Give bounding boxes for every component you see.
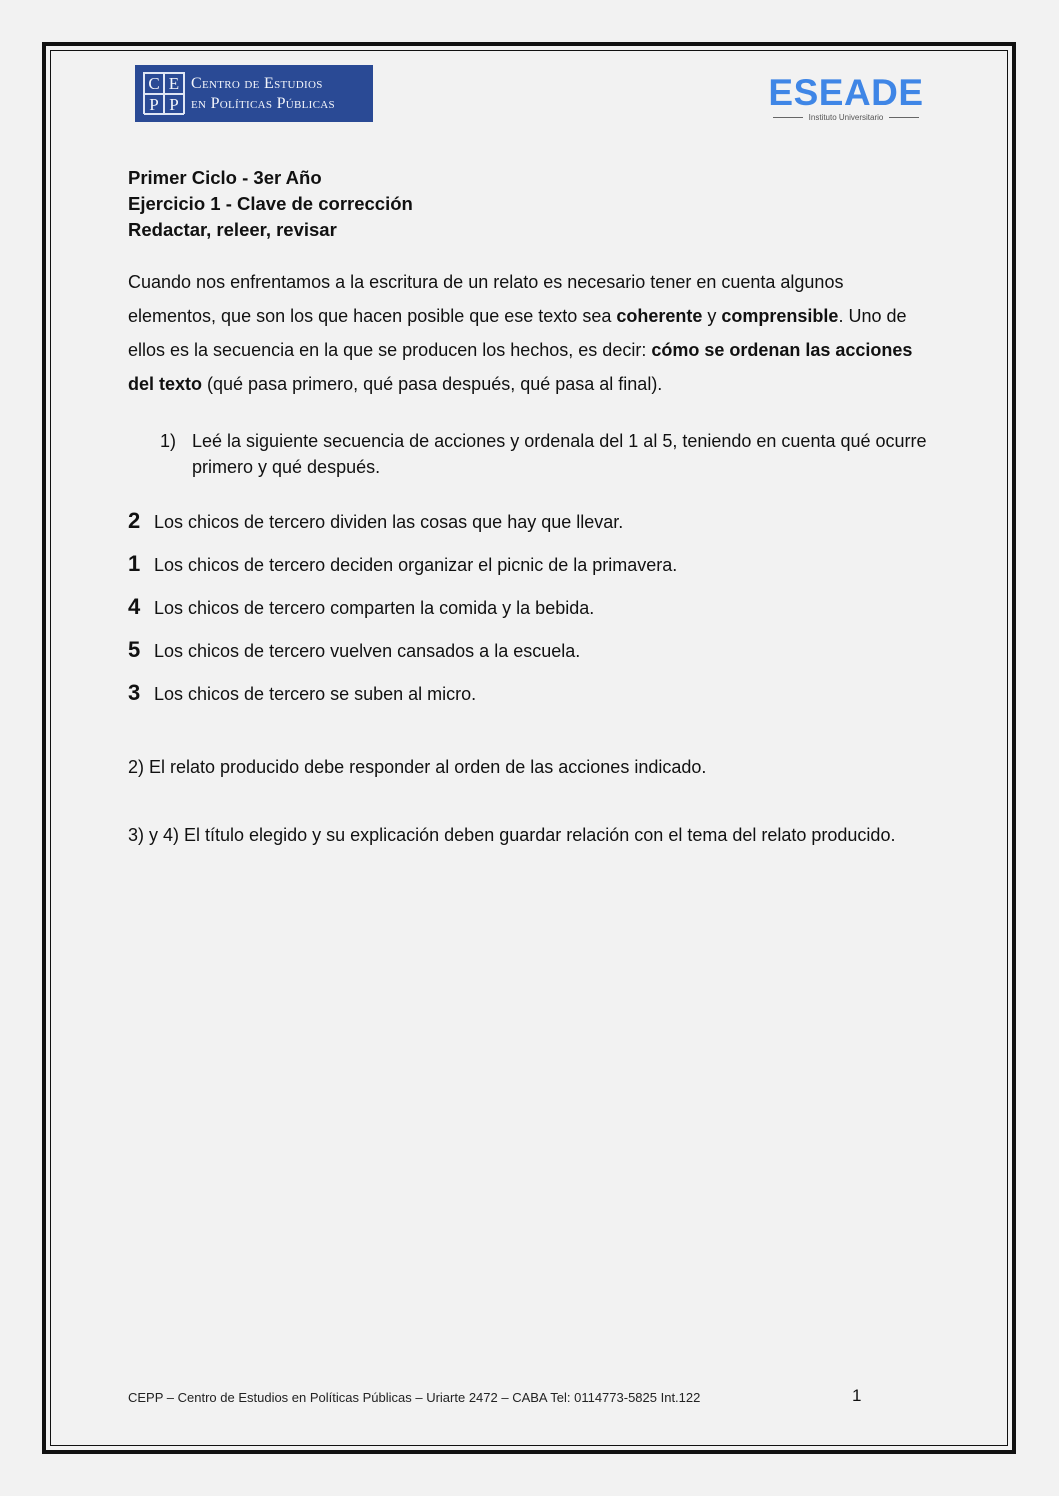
intro-bold: comprensible	[721, 306, 839, 326]
page-border-inner	[50, 50, 1008, 1446]
action-text: Los chicos de tercero se suben al micro.	[154, 684, 477, 704]
intro-paragraph	[128, 265, 928, 401]
question-1	[160, 428, 940, 480]
order-number: 3	[128, 680, 141, 705]
answer-2: 2) El relato producido debe responder al orden de las acciones indicado.	[128, 757, 707, 777]
document-header	[128, 165, 413, 243]
page-number: 1	[852, 1386, 862, 1405]
order-number: 2	[128, 508, 141, 533]
intro-text: y	[702, 306, 722, 326]
divider	[889, 117, 919, 118]
order-number: 5	[128, 637, 141, 662]
action-text: Los chicos de tercero dividen las cosas que hay que llevar.	[154, 512, 624, 532]
order-number: 4	[128, 594, 141, 619]
list-item	[128, 508, 928, 551]
cepp-letter: C	[144, 73, 164, 94]
eseade-logo-subtitle-row	[766, 113, 926, 122]
list-item	[128, 680, 928, 723]
cepp-logo-line1: Centro de Estudios	[191, 75, 323, 92]
list-item	[128, 594, 928, 637]
action-sequence-list	[128, 508, 928, 723]
header-topic: Redactar, releer, revisar	[128, 219, 337, 240]
intro-bold: cómo se ordenan las acciones del texto	[128, 340, 913, 394]
action-text: Los chicos de tercero vuelven cansados a la escuela.	[154, 641, 581, 661]
divider	[773, 117, 803, 118]
eseade-logo-subtitle: Instituto Universitario	[808, 113, 884, 122]
eseade-logo-name: ESEADE	[768, 72, 924, 113]
question-number: 1)	[160, 431, 177, 451]
header-cycle: Primer Ciclo - 3er Año	[128, 167, 322, 188]
cepp-letter: P	[164, 94, 184, 115]
eseade-logo	[766, 74, 926, 124]
cepp-logo	[135, 65, 373, 122]
order-number: 1	[128, 551, 141, 576]
intro-bold: coherente	[616, 306, 703, 326]
cepp-logo-line2: en Políticas Públicas	[191, 95, 335, 112]
cepp-monogram	[143, 72, 185, 114]
intro-text: . Uno de ellos es la secuencia en la que se producen los hechos, es decir:	[128, 306, 907, 360]
cepp-logo-text	[191, 74, 335, 114]
footer-text: CEPP – Centro de Estudios en Políticas Públicas – Uriarte 2472 – CABA Tel: 0114773-5825 Int.122	[128, 1390, 701, 1405]
answer-3-4: 3) y 4) El título elegido y su explicación deben guardar relación con el tema del relato producido.	[128, 825, 896, 845]
action-text: Los chicos de tercero comparten la comida y la bebida.	[154, 598, 595, 618]
cepp-letter: P	[144, 94, 164, 115]
list-item	[128, 637, 928, 680]
question-text: Leé la siguiente secuencia de acciones y ordenala del 1 al 5, teniendo en cuenta qué ocurre primero y qué después.	[192, 431, 927, 477]
cepp-letter: E	[164, 73, 184, 94]
list-item	[128, 551, 928, 594]
intro-text: Cuando nos enfrentamos a la escritura de un relato es necesario tener en cuenta algunos elementos, que son los que hacen posible que ese texto sea	[128, 272, 844, 326]
header-exercise: Ejercicio 1 - Clave de corrección	[128, 193, 413, 214]
action-text: Los chicos de tercero deciden organizar el picnic de la primavera.	[154, 555, 678, 575]
intro-text: (qué pasa primero, qué pasa después, qué pasa al final).	[202, 374, 663, 394]
